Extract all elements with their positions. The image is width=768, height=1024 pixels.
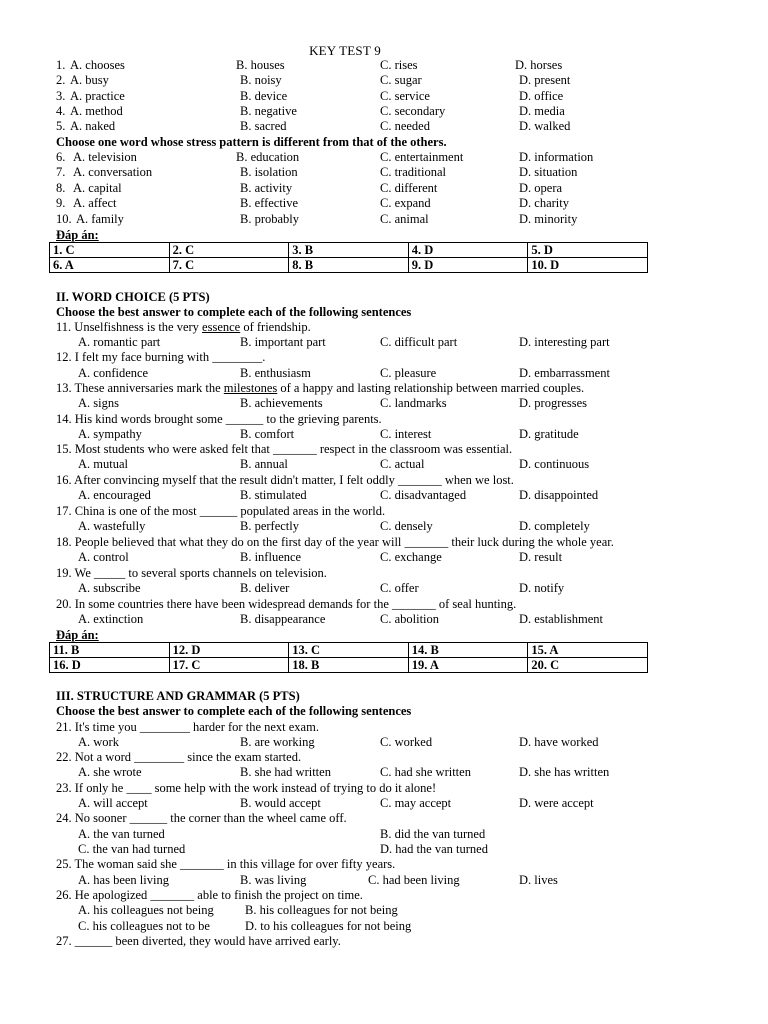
question-stem: 23. If only he ____ some help with the work instead of trying to do it alone!: [56, 781, 437, 795]
question-stem: 25. The woman said she _______ in this village for over fifty years.: [56, 857, 396, 871]
document-page: KEY TEST 9 1. A. chooses B. houses C. rises D. horses 2. A. busy B. noisy C. sugar D. present 3. A. practice B. device C. service D. office 4. A. method B. negative C. secondary D. media 5. A. naked B. sacred C. needed D. walked Choose one word whose stress pattern is different from that of the others. 6. A. television B. education C. entertainment D. information 7. A. conversation B. isolation C. traditional D. situation 8. A. capital B. activity C. different D. opera 9. A. affect B. effective C. expand D. charity 10. A. family B. probably C. animal D. minority Đáp án: 1. C 2. C 3. B 4. D 5. D 6. A 7. C 8. B 9. D 10. D II. WORD CHOICE (5 PTS) Choose the best answer to complete each of the following sentences 11. Unselfishness is the very essence of friendship. A. romantic part B. important part C. difficult part D. interesting part 12. I felt my face burning with ________. A. confidence B. enthusiasm C. pleasure D. embarrassment 13. These anniversaries mark the milestones of a happy and lasting relationship between married couples. A. signs B. achievements C. landmarks D. progresses 14. His kind words brought some ______ to the grieving parents. A. sympathy B. comfort C. interest D. gratitude 15. Most students who were asked felt that _______ respect in the classroom was essential. A. mutual B. annual C. actual D. continuous 16. After convincing myself that the result didn't matter, I felt oddly _______ when we lost. A. encouraged B. stimulated C. disadvantaged D. disappointed 17. China is one of the most ______ populated areas in the world. A. wastefully B. perfectly C. densely D. completely 18. People believed that what they do on the first day of the year will _______ their luck during the whole year. A. control B. influence C. exchange D. result 19. We _____ to several sports channels on television. A. subscribe B. deliver C. offer D. notify 20. In some countries there have been widespread demands for the _______ of seal hunting. A. extinction B. disappearance C. abolition D. establishment Đáp án: 11. B 12. D 13. C 14. B 15. A 16. D 17. C 18. B 19. A 20. C III. STRUCTURE AND GRAMMAR (5 PTS) Choose the best answer to complete each of the following sentences 21. It's time you ________ harder for the next exam. A. work B. are working C. worked D. have worked 22. Not a word ________ since the exam started. A. she wrote B. she had written C. had she written D. she has written 23. If only he ____ some help with the work instead of trying to do it alone! A. will accept B. would accept C. may accept D. were accept 24. No sooner ______ the corner than the wheel came off. A. the van turned B. did the van turned C. the van had turned D. had the van turned 25. The woman said she _______ in this village for over fifty years. A. has been living B. was living C. had been living D. lives 26. He apologized _______ able to finish the project on time. A. his colleagues not being B. his colleagues for not being C. his colleagues not to be D. to his colleagues for not being 27. ______ been diverted, they would have arrived early.: [0, 0, 768, 1024]
question-stem: 15. Most students who were asked felt that _______ respect in the classroom was essential.: [56, 442, 513, 456]
question-stem: 27. ______ been diverted, they would have arrived early.: [56, 934, 341, 948]
answer-label: Đáp án:: [56, 628, 99, 642]
section-instruction: Choose the best answer to complete each of the following sentences: [56, 704, 412, 718]
section-instruction: Choose the best answer to complete each of the following sentences: [56, 305, 412, 319]
question-stem: 22. Not a word ________ since the exam started.: [56, 750, 302, 764]
answer-label: Đáp án:: [56, 228, 99, 242]
section-instruction: Choose one word whose stress pattern is different from that of the others.: [56, 135, 447, 149]
question-stem: 16. After convincing myself that the result didn't matter, I felt oddly _______ when we lost.: [56, 473, 514, 487]
question-stem: 20. In some countries there have been widespread demands for the _______ of seal hunting.: [56, 597, 517, 611]
question-stem: 14. His kind words brought some ______ to the grieving parents.: [56, 412, 382, 426]
question-stem: 13. These anniversaries mark the milestones of a happy and lasting relationship between married couples.: [56, 381, 585, 395]
question-stem: 21. It's time you ________ harder for the next exam.: [56, 720, 319, 734]
section-heading: III. STRUCTURE AND GRAMMAR (5 PTS): [56, 689, 300, 703]
question-stem: 12. I felt my face burning with ________.: [56, 350, 266, 364]
answer-table: 1. C 2. C 3. B 4. D 5. D 6. A 7. C 8. B 9. D 10. D: [49, 242, 648, 273]
question-stem: 11. Unselfishness is the very essence of friendship.: [56, 320, 311, 334]
question-stem: 19. We _____ to several sports channels on television.: [56, 566, 327, 580]
page-title: KEY TEST 9: [309, 43, 381, 58]
question-stem: 24. No sooner ______ the corner than the wheel came off.: [56, 811, 347, 825]
answer-table: 11. B 12. D 13. C 14. B 15. A 16. D 17. C 18. B 19. A 20. C: [49, 642, 648, 673]
question-stem: 18. People believed that what they do on the first day of the year will _______ their luck during the whole year.: [56, 535, 614, 549]
section-heading: II. WORD CHOICE (5 PTS): [56, 290, 210, 304]
question-stem: 17. China is one of the most ______ populated areas in the world.: [56, 504, 386, 518]
question-stem: 26. He apologized _______ able to finish the project on time.: [56, 888, 363, 902]
